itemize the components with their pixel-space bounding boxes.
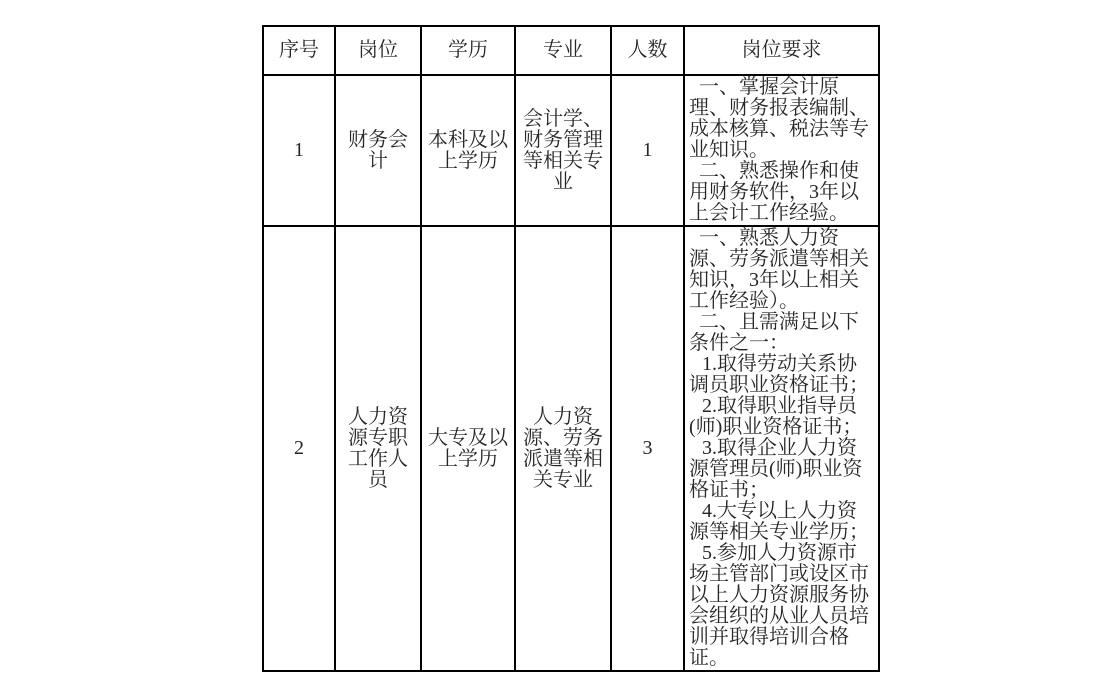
- cell-no: 1: [263, 75, 335, 226]
- header-row: [263, 26, 879, 75]
- table-row-1: [263, 75, 879, 226]
- requirement-item: 2.取得职业指导员(师)职业资格证书；: [689, 395, 863, 438]
- requirement-item: 1.取得劳动关系协调员职业资格证书；: [689, 353, 869, 396]
- cell-requirements: [684, 226, 879, 671]
- job-positions-table: [262, 25, 880, 672]
- requirement-item: 二、熟悉操作和使用财务软件，3年以上会计工作经验。: [689, 160, 859, 224]
- cell-headcount: 1: [611, 75, 684, 226]
- column-header-position: 岗位: [335, 26, 421, 75]
- cell-position: 人力资源专职工作人员: [335, 226, 421, 671]
- requirement-item: 一、掌握会计原理、财务报表编制、成本核算、税法等专业知识。: [689, 76, 869, 161]
- cell-headcount: 3: [611, 226, 684, 671]
- cell-major: 会计学、财务管理等相关专业: [515, 75, 611, 226]
- column-header-no: 序号: [263, 26, 335, 75]
- cell-requirements: [684, 75, 879, 226]
- table-row-2: [263, 226, 879, 671]
- requirement-item: 4.大专以上人力资源等相关专业学历；: [689, 500, 869, 543]
- column-header-major: 专业: [515, 26, 611, 75]
- cell-education: 本科及以上学历: [421, 75, 515, 226]
- requirement-item: 5.参加人力资源市场主管部门或设区市以上人力资源服务协会组织的从业人员培训并取得培训合格证。: [689, 542, 869, 669]
- requirement-item: 一、熟悉人力资源、劳务派遣等相关知识，3年以上相关工作经验）。: [689, 227, 869, 312]
- cell-position: 财务会计: [335, 75, 421, 226]
- column-header-requirements: 岗位要求: [684, 26, 879, 75]
- cell-major: 人力资源、劳务派遣等相关专业: [515, 226, 611, 671]
- requirement-item: 二、且需满足以下条件之一：: [689, 311, 859, 354]
- cell-no: 2: [263, 226, 335, 671]
- requirement-item: 3.取得企业人力资源管理员(师)职业资格证书；: [689, 437, 863, 501]
- cell-education: 大专及以上学历: [421, 226, 515, 671]
- column-header-headcount: 人数: [611, 26, 684, 75]
- column-header-education: 学历: [421, 26, 515, 75]
